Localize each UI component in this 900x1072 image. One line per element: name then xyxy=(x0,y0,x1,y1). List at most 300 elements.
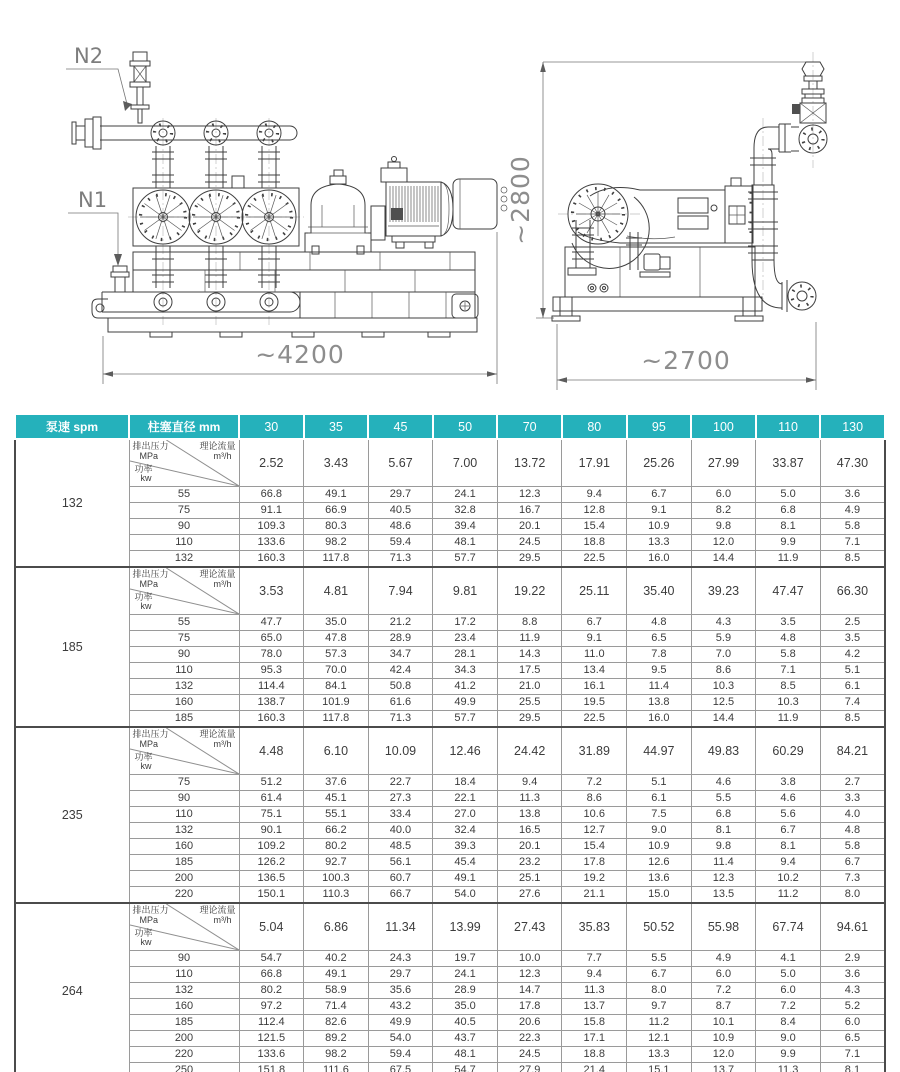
power-value-cell: 24.5 xyxy=(497,1047,562,1063)
flow-value-cell: 49.83 xyxy=(691,727,756,775)
power-value-cell: 16.0 xyxy=(627,551,692,568)
power-value-cell: 84.1 xyxy=(304,679,369,695)
flow-value-cell: 94.61 xyxy=(820,903,885,951)
power-value-cell: 27.3 xyxy=(368,791,433,807)
power-value-cell: 17.8 xyxy=(497,999,562,1015)
power-value-cell: 29.5 xyxy=(497,551,562,568)
discharge-manifold xyxy=(72,117,297,149)
power-value-cell: 5.5 xyxy=(627,951,692,967)
pressure-label-cell: 90 xyxy=(129,647,239,663)
power-value-cell: 3.6 xyxy=(820,487,885,503)
power-value-cell: 4.3 xyxy=(691,615,756,631)
pump-speed-cell: 185 xyxy=(15,567,129,727)
power-value-cell: 20.1 xyxy=(497,839,562,855)
power-value-cell: 9.1 xyxy=(627,503,692,519)
power-value-cell: 8.5 xyxy=(820,711,885,728)
power-value-cell: 19.2 xyxy=(562,871,627,887)
power-value-cell: 10.6 xyxy=(562,807,627,823)
nozzle-n1-label xyxy=(68,188,122,266)
flow-value-cell: 35.83 xyxy=(562,903,627,951)
pressure-unit: MPa xyxy=(139,579,159,589)
speed-header-cell: 泵速 spm xyxy=(15,414,129,439)
power-value-cell: 40.0 xyxy=(368,823,433,839)
flow-value-cell: 3.43 xyxy=(304,439,369,487)
power-value-cell: 150.1 xyxy=(239,887,304,904)
diameter-header-cell: 130 xyxy=(820,414,885,439)
table-row xyxy=(15,487,885,503)
power-value-cell: 22.1 xyxy=(433,791,498,807)
power-unit: kw xyxy=(140,761,152,771)
pump-spec-table xyxy=(14,413,886,1072)
power-value-cell: 138.7 xyxy=(239,695,304,711)
power-value-cell: 4.1 xyxy=(756,951,821,967)
power-value-cell: 20.6 xyxy=(497,1015,562,1031)
flow-value-cell: 55.98 xyxy=(691,903,756,951)
power-value-cell: 47.8 xyxy=(304,631,369,647)
flow-value-cell: 60.29 xyxy=(756,727,821,775)
pressure-legend: 排出压力 xyxy=(132,729,169,739)
power-value-cell: 15.0 xyxy=(627,887,692,904)
power-value-cell: 2.7 xyxy=(820,775,885,791)
power-value-cell: 41.2 xyxy=(433,679,498,695)
power-value-cell: 37.6 xyxy=(304,775,369,791)
pressure-unit: MPa xyxy=(139,451,159,461)
power-value-cell: 111.6 xyxy=(304,1063,369,1072)
base-details-side xyxy=(568,220,670,292)
power-value-cell: 13.3 xyxy=(627,535,692,551)
power-value-cell: 8.6 xyxy=(562,791,627,807)
power-legend: 功率 xyxy=(134,464,153,474)
power-value-cell: 80.2 xyxy=(304,839,369,855)
power-value-cell: 9.7 xyxy=(627,999,692,1015)
power-value-cell: 56.1 xyxy=(368,855,433,871)
pump-speed-cell: 264 xyxy=(15,903,129,1072)
power-value-cell: 57.3 xyxy=(304,647,369,663)
relief-valve xyxy=(130,52,150,123)
power-value-cell: 11.3 xyxy=(562,983,627,999)
table-row xyxy=(15,1031,885,1047)
power-value-cell: 66.9 xyxy=(304,503,369,519)
svg-text:~2800: ~2800 xyxy=(506,155,535,245)
power-value-cell: 7.1 xyxy=(820,535,885,551)
pressure-legend: 排出压力 xyxy=(132,569,169,579)
table-row xyxy=(15,967,885,983)
power-value-cell: 8.7 xyxy=(691,999,756,1015)
power-value-cell: 5.8 xyxy=(756,647,821,663)
power-value-cell: 10.9 xyxy=(627,519,692,535)
table-row xyxy=(15,807,885,823)
suction-manifold xyxy=(102,266,300,312)
power-unit: kw xyxy=(140,473,152,483)
power-value-cell: 27.0 xyxy=(433,807,498,823)
power-value-cell: 8.8 xyxy=(497,615,562,631)
flow-value-cell: 47.30 xyxy=(820,439,885,487)
flow-unit: m³/h xyxy=(213,739,232,749)
power-value-cell: 66.8 xyxy=(239,487,304,503)
flow-value-cell: 33.87 xyxy=(756,439,821,487)
power-value-cell: 27.9 xyxy=(497,1063,562,1072)
power-value-cell: 6.0 xyxy=(756,983,821,999)
power-value-cell: 12.1 xyxy=(627,1031,692,1047)
power-value-cell: 61.4 xyxy=(239,791,304,807)
pump-front-view xyxy=(66,44,507,384)
power-value-cell: 82.6 xyxy=(304,1015,369,1031)
table-row xyxy=(15,1015,885,1031)
svg-text:~4200: ~4200 xyxy=(255,340,345,369)
power-value-cell: 71.3 xyxy=(368,551,433,568)
corner-legend xyxy=(130,728,239,774)
flow-value-cell: 66.30 xyxy=(820,567,885,615)
power-value-cell: 49.1 xyxy=(433,871,498,887)
power-value-cell: 28.1 xyxy=(433,647,498,663)
flow-unit: m³/h xyxy=(213,915,232,925)
power-value-cell: 14.4 xyxy=(691,551,756,568)
flow-value-cell: 9.81 xyxy=(433,567,498,615)
power-value-cell: 112.4 xyxy=(239,1015,304,1031)
power-value-cell: 6.5 xyxy=(627,631,692,647)
power-value-cell: 66.7 xyxy=(368,887,433,904)
power-value-cell: 11.3 xyxy=(497,791,562,807)
flow-value-cell: 25.11 xyxy=(562,567,627,615)
power-value-cell: 57.7 xyxy=(433,711,498,728)
flow-value-cell: 35.40 xyxy=(627,567,692,615)
power-value-cell: 57.7 xyxy=(433,551,498,568)
power-value-cell: 49.9 xyxy=(433,695,498,711)
power-value-cell: 4.9 xyxy=(820,503,885,519)
power-value-cell: 5.5 xyxy=(691,791,756,807)
corner-legend-cell xyxy=(129,903,239,951)
power-value-cell: 3.3 xyxy=(820,791,885,807)
diameter-header-cell: 70 xyxy=(497,414,562,439)
power-value-cell: 29.7 xyxy=(368,487,433,503)
table-row xyxy=(15,503,885,519)
corner-legend-cell xyxy=(129,567,239,615)
flow-value-cell: 13.99 xyxy=(433,903,498,951)
power-value-cell: 71.4 xyxy=(304,999,369,1015)
power-value-cell: 15.4 xyxy=(562,839,627,855)
flow-value-cell: 6.86 xyxy=(304,903,369,951)
power-value-cell: 13.3 xyxy=(627,1047,692,1063)
svg-text:~2700: ~2700 xyxy=(641,346,731,375)
diameter-header-cell: 45 xyxy=(368,414,433,439)
power-value-cell: 121.5 xyxy=(239,1031,304,1047)
power-value-cell: 7.8 xyxy=(627,647,692,663)
power-value-cell: 117.8 xyxy=(304,551,369,568)
power-value-cell: 7.1 xyxy=(820,1047,885,1063)
power-value-cell: 9.5 xyxy=(627,663,692,679)
pressure-unit: MPa xyxy=(139,915,159,925)
power-value-cell: 59.4 xyxy=(368,535,433,551)
pump-speed-cell: 235 xyxy=(15,727,129,903)
power-value-cell: 4.0 xyxy=(820,807,885,823)
power-value-cell: 40.5 xyxy=(368,503,433,519)
flow-legend: 理论流量 xyxy=(199,569,236,579)
diameter-header-cell: 95 xyxy=(627,414,692,439)
pressure-label-cell: 110 xyxy=(129,535,239,551)
flow-legend: 理论流量 xyxy=(199,729,236,739)
power-legend: 功率 xyxy=(134,592,153,602)
table-row xyxy=(15,679,885,695)
power-value-cell: 16.1 xyxy=(562,679,627,695)
power-value-cell: 43.2 xyxy=(368,999,433,1015)
electric-motor xyxy=(381,157,507,249)
pump-speed-cell: 132 xyxy=(15,439,129,567)
power-value-cell: 12.5 xyxy=(691,695,756,711)
pressure-label-cell: 110 xyxy=(129,967,239,983)
power-value-cell: 5.9 xyxy=(691,631,756,647)
pressure-label-cell: 90 xyxy=(129,791,239,807)
power-value-cell: 2.5 xyxy=(820,615,885,631)
table-row xyxy=(15,631,885,647)
power-value-cell: 29.7 xyxy=(368,967,433,983)
pressure-label-cell: 55 xyxy=(129,615,239,631)
flow-value-cell: 5.04 xyxy=(239,903,304,951)
flow-legend: 理论流量 xyxy=(199,441,236,451)
table-row xyxy=(15,999,885,1015)
power-value-cell: 14.7 xyxy=(497,983,562,999)
power-value-cell: 71.3 xyxy=(368,711,433,728)
power-value-cell: 6.1 xyxy=(820,679,885,695)
power-value-cell: 78.0 xyxy=(239,647,304,663)
power-value-cell: 65.0 xyxy=(239,631,304,647)
power-value-cell: 6.8 xyxy=(756,503,821,519)
power-value-cell: 9.0 xyxy=(627,823,692,839)
pressure-label-cell: 132 xyxy=(129,679,239,695)
table-row xyxy=(15,535,885,551)
power-value-cell: 12.0 xyxy=(691,1047,756,1063)
flow-row xyxy=(15,567,885,615)
power-value-cell: 67.5 xyxy=(368,1063,433,1072)
power-value-cell: 22.5 xyxy=(562,711,627,728)
power-value-cell: 60.7 xyxy=(368,871,433,887)
power-value-cell: 16.5 xyxy=(497,823,562,839)
power-value-cell: 54.0 xyxy=(433,887,498,904)
power-value-cell: 15.1 xyxy=(627,1063,692,1072)
power-value-cell: 4.6 xyxy=(756,791,821,807)
power-value-cell: 9.1 xyxy=(562,631,627,647)
power-value-cell: 101.9 xyxy=(304,695,369,711)
motor-junction-box xyxy=(381,168,407,182)
power-value-cell: 20.1 xyxy=(497,519,562,535)
power-value-cell: 9.9 xyxy=(756,535,821,551)
power-value-cell: 4.9 xyxy=(691,951,756,967)
pressure-label-cell: 110 xyxy=(129,807,239,823)
power-value-cell: 14.3 xyxy=(497,647,562,663)
power-value-cell: 110.3 xyxy=(304,887,369,904)
power-value-cell: 5.8 xyxy=(820,519,885,535)
power-value-cell: 13.6 xyxy=(627,871,692,887)
power-value-cell: 8.5 xyxy=(756,679,821,695)
power-value-cell: 136.5 xyxy=(239,871,304,887)
power-value-cell: 11.3 xyxy=(756,1063,821,1072)
power-value-cell: 100.3 xyxy=(304,871,369,887)
pressure-label-cell: 200 xyxy=(129,1031,239,1047)
pump-table-body xyxy=(15,439,885,1072)
power-value-cell: 24.1 xyxy=(433,967,498,983)
flow-value-cell: 7.00 xyxy=(433,439,498,487)
table-row xyxy=(15,951,885,967)
flow-row xyxy=(15,439,885,487)
power-value-cell: 33.4 xyxy=(368,807,433,823)
pressure-label-cell: 110 xyxy=(129,663,239,679)
table-row xyxy=(15,551,885,568)
power-value-cell: 23.2 xyxy=(497,855,562,871)
power-value-cell: 6.0 xyxy=(691,487,756,503)
flow-value-cell: 44.97 xyxy=(627,727,692,775)
table-row xyxy=(15,791,885,807)
power-value-cell: 8.0 xyxy=(627,983,692,999)
power-value-cell: 98.2 xyxy=(304,535,369,551)
power-value-cell: 12.3 xyxy=(691,871,756,887)
discharge-column-side xyxy=(748,185,816,312)
power-value-cell: 18.8 xyxy=(562,1047,627,1063)
pressure-label-cell: 185 xyxy=(129,711,239,728)
power-value-cell: 35.0 xyxy=(433,999,498,1015)
power-value-cell: 19.7 xyxy=(433,951,498,967)
nozzle-n2-label xyxy=(66,44,132,111)
power-value-cell: 8.2 xyxy=(691,503,756,519)
power-value-cell: 6.0 xyxy=(820,1015,885,1031)
power-value-cell: 9.8 xyxy=(691,839,756,855)
power-value-cell: 9.4 xyxy=(562,967,627,983)
power-value-cell: 5.8 xyxy=(820,839,885,855)
power-value-cell: 39.3 xyxy=(433,839,498,855)
power-value-cell: 49.9 xyxy=(368,1015,433,1031)
power-value-cell: 66.8 xyxy=(239,967,304,983)
power-value-cell: 51.2 xyxy=(239,775,304,791)
power-value-cell: 10.9 xyxy=(627,839,692,855)
pressure-label-cell: 90 xyxy=(129,951,239,967)
corner-legend xyxy=(130,568,239,614)
power-value-cell: 7.7 xyxy=(562,951,627,967)
power-value-cell: 11.9 xyxy=(756,551,821,568)
power-value-cell: 47.7 xyxy=(239,615,304,631)
power-value-cell: 45.4 xyxy=(433,855,498,871)
flow-value-cell: 50.52 xyxy=(627,903,692,951)
power-value-cell: 19.5 xyxy=(562,695,627,711)
power-value-cell: 133.6 xyxy=(239,1047,304,1063)
power-value-cell: 21.0 xyxy=(497,679,562,695)
power-legend: 功率 xyxy=(134,752,153,762)
corner-legend-cell xyxy=(129,727,239,775)
pressure-label-cell: 55 xyxy=(129,487,239,503)
power-value-cell: 21.1 xyxy=(562,887,627,904)
flow-value-cell: 2.52 xyxy=(239,439,304,487)
power-value-cell: 49.1 xyxy=(304,487,369,503)
base-skid-side xyxy=(552,247,763,321)
power-value-cell: 9.4 xyxy=(562,487,627,503)
power-value-cell: 11.9 xyxy=(497,631,562,647)
pressure-legend: 排出压力 xyxy=(132,441,169,451)
pressure-legend: 排出压力 xyxy=(132,905,169,915)
pressure-label-cell: 200 xyxy=(129,871,239,887)
power-value-cell: 32.4 xyxy=(433,823,498,839)
power-value-cell: 25.1 xyxy=(497,871,562,887)
coupling-guard xyxy=(453,179,497,229)
fluid-end-side xyxy=(725,178,753,243)
power-value-cell: 55.1 xyxy=(304,807,369,823)
table-row xyxy=(15,871,885,887)
flow-value-cell: 39.23 xyxy=(691,567,756,615)
power-value-cell: 114.4 xyxy=(239,679,304,695)
power-value-cell: 117.8 xyxy=(304,711,369,728)
flow-legend: 理论流量 xyxy=(199,905,236,915)
power-value-cell: 6.7 xyxy=(756,823,821,839)
diameter-header-cell: 80 xyxy=(562,414,627,439)
power-value-cell: 3.8 xyxy=(756,775,821,791)
flow-value-cell: 47.47 xyxy=(756,567,821,615)
pressure-label-cell: 90 xyxy=(129,519,239,535)
table-row xyxy=(15,711,885,728)
power-value-cell: 5.6 xyxy=(756,807,821,823)
power-value-cell: 9.0 xyxy=(756,1031,821,1047)
power-value-cell: 5.2 xyxy=(820,999,885,1015)
pressure-label-cell: 250 xyxy=(129,1063,239,1072)
flow-value-cell: 27.43 xyxy=(497,903,562,951)
power-value-cell: 10.3 xyxy=(691,679,756,695)
power-value-cell: 9.4 xyxy=(756,855,821,871)
power-value-cell: 9.8 xyxy=(691,519,756,535)
pressure-label-cell: 160 xyxy=(129,839,239,855)
power-value-cell: 3.6 xyxy=(820,967,885,983)
power-value-cell: 7.5 xyxy=(627,807,692,823)
power-value-cell: 28.9 xyxy=(368,631,433,647)
table-row xyxy=(15,663,885,679)
power-value-cell: 5.1 xyxy=(627,775,692,791)
power-value-cell: 3.5 xyxy=(756,615,821,631)
power-value-cell: 11.4 xyxy=(691,855,756,871)
power-value-cell: 8.1 xyxy=(820,1063,885,1072)
power-value-cell: 9.9 xyxy=(756,1047,821,1063)
flow-value-cell: 24.42 xyxy=(497,727,562,775)
flow-value-cell: 6.10 xyxy=(304,727,369,775)
power-value-cell: 12.7 xyxy=(562,823,627,839)
flow-unit: m³/h xyxy=(213,451,232,461)
flow-value-cell: 10.09 xyxy=(368,727,433,775)
pressure-label-cell: 185 xyxy=(129,1015,239,1031)
pressure-unit: MPa xyxy=(139,739,159,749)
power-value-cell: 4.6 xyxy=(691,775,756,791)
power-value-cell: 9.4 xyxy=(497,775,562,791)
flow-value-cell: 4.48 xyxy=(239,727,304,775)
power-value-cell: 43.7 xyxy=(433,1031,498,1047)
pressure-label-cell: 132 xyxy=(129,551,239,568)
power-value-cell: 7.2 xyxy=(562,775,627,791)
suction-flange-side xyxy=(788,282,816,310)
pressure-label-cell: 75 xyxy=(129,775,239,791)
power-value-cell: 160.3 xyxy=(239,551,304,568)
diameter-header-cell: 30 xyxy=(239,414,304,439)
flow-value-cell: 31.89 xyxy=(562,727,627,775)
power-value-cell: 4.2 xyxy=(820,647,885,663)
power-value-cell: 6.1 xyxy=(627,791,692,807)
flow-value-cell: 3.53 xyxy=(239,567,304,615)
power-value-cell: 17.8 xyxy=(562,855,627,871)
power-value-cell: 5.0 xyxy=(756,487,821,503)
power-value-cell: 12.3 xyxy=(497,487,562,503)
pressure-label-cell: 160 xyxy=(129,999,239,1015)
power-value-cell: 16.7 xyxy=(497,503,562,519)
power-value-cell: 13.8 xyxy=(627,695,692,711)
pressure-label-cell: 132 xyxy=(129,823,239,839)
power-value-cell: 3.5 xyxy=(820,631,885,647)
power-value-cell: 95.3 xyxy=(239,663,304,679)
power-value-cell: 6.0 xyxy=(691,967,756,983)
power-value-cell: 12.8 xyxy=(562,503,627,519)
power-value-cell: 12.3 xyxy=(497,967,562,983)
power-end-gearbox xyxy=(305,170,371,254)
power-value-cell: 13.7 xyxy=(562,999,627,1015)
